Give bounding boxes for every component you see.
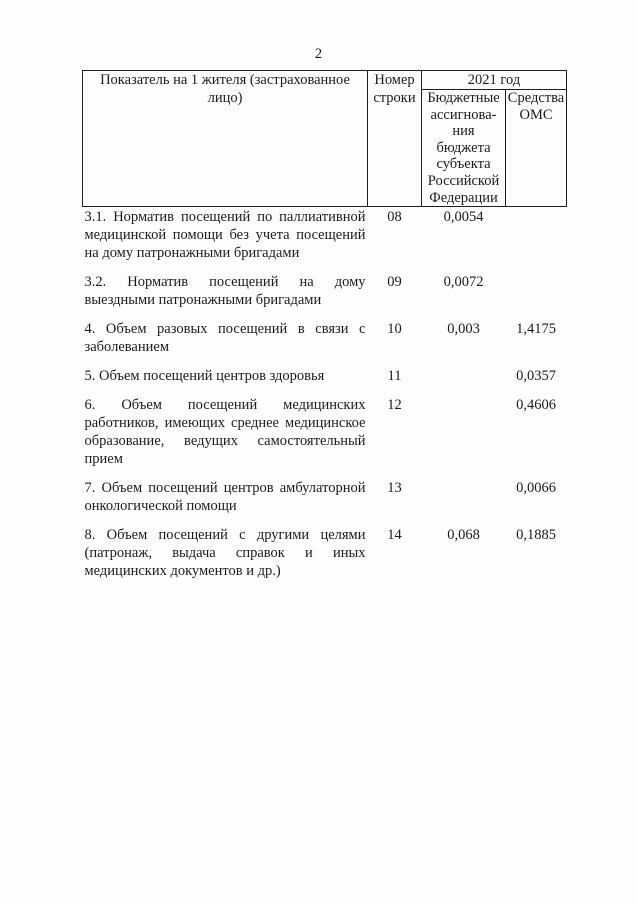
row-number-cell: 11 (387, 368, 402, 385)
oms-value-cell: 0,1885 (516, 527, 556, 544)
text-line: (патронаж, выдача справок и иных (84, 545, 366, 562)
header-budget-text (422, 90, 505, 206)
indicator-cell (83, 526, 368, 591)
row-number-cell: 10 (387, 321, 402, 338)
header-budget (422, 90, 506, 207)
table-body (83, 207, 567, 592)
row-number-cell: 08 (387, 209, 402, 226)
header-oms (506, 90, 567, 207)
text-line: 3.1. Норматив посещений по паллиативной (84, 209, 366, 226)
oms-value-cell (506, 273, 567, 320)
header-year: 2021 год (422, 71, 567, 90)
header-row-number-text (368, 71, 421, 107)
text-line: лицо) (207, 90, 243, 106)
indicator-cell (83, 367, 368, 396)
table-row (83, 526, 567, 591)
budget-value-cell (422, 367, 506, 396)
row-number-cell: 09 (387, 274, 402, 291)
text-line: 8. Объем посещений с другими целями (84, 527, 366, 544)
text-line: бюджета (436, 139, 491, 156)
text-line: ния (452, 123, 475, 140)
header-row-number (368, 71, 422, 207)
text-line: Российской (427, 172, 500, 189)
text-line: Средства (507, 90, 565, 106)
page-number: 2 (314, 46, 323, 62)
text-line: медицинских документов и др.) (84, 563, 281, 580)
indicator-cell (83, 273, 368, 320)
table-row (83, 273, 567, 320)
text-line: Бюджетные (427, 90, 500, 106)
table-row (83, 320, 567, 367)
oms-value-cell: 0,4606 (516, 397, 556, 414)
indicators-table (82, 70, 567, 591)
text-line: работников, имеющих среднее медицинское (84, 415, 366, 432)
text-line: 5. Объем посещений центров здоровья (84, 368, 325, 385)
budget-value-cell: 0,068 (447, 527, 480, 544)
text-line: прием (84, 451, 123, 468)
text-line: образование, ведущих самостоятельный (84, 433, 366, 450)
header-indicator (83, 71, 368, 207)
text-line: Федерации (429, 189, 498, 206)
text-line: 7. Объем посещений центров амбулаторной (84, 480, 366, 497)
row-number-cell: 12 (387, 397, 402, 414)
text-line: на дому патронажными бригадами (84, 245, 300, 262)
text-line: 6. Объем посещений медицинских (84, 397, 366, 414)
budget-value-cell: 0,0072 (443, 274, 484, 291)
text-line: субъекта (436, 156, 491, 173)
row-number-cell: 14 (387, 527, 402, 544)
row-number-cell: 13 (387, 480, 402, 497)
text-line: медицинской помощи без учета посещений (84, 227, 366, 244)
text-line: онкологической помощи (84, 498, 237, 515)
table-row (83, 396, 567, 479)
indicator-cell (83, 479, 368, 526)
text-line: выездными патронажными бригадами (84, 292, 322, 309)
indicator-cell (83, 207, 368, 274)
text-line: строки (373, 90, 416, 106)
oms-value-cell: 1,4175 (516, 321, 556, 338)
oms-value-cell: 0,0066 (516, 480, 556, 497)
header-row (83, 71, 567, 90)
oms-value-cell (506, 207, 567, 274)
header-indicator-text (83, 71, 367, 107)
text-line: 3.2. Норматив посещений на дому (84, 274, 366, 291)
header-oms-text (506, 90, 566, 123)
text-line: заболеванием (84, 339, 169, 356)
table-row (83, 479, 567, 526)
text-line: Номер (374, 72, 415, 88)
budget-value-cell (422, 396, 506, 479)
table-header (83, 71, 567, 207)
table-row (83, 207, 567, 274)
text-line: ОМС (519, 106, 553, 123)
text-line: Показатель на 1 жителя (застрахованное (100, 72, 350, 88)
budget-value-cell (422, 479, 506, 526)
text-line: 4. Объем разовых посещений в связи с (84, 321, 366, 338)
text-line: ассигнова- (430, 106, 497, 123)
budget-value-cell: 0,003 (447, 321, 480, 338)
table-row (83, 367, 567, 396)
indicator-cell (83, 396, 368, 479)
indicator-cell (83, 320, 368, 367)
budget-value-cell: 0,0054 (443, 209, 484, 226)
oms-value-cell: 0,0357 (516, 368, 556, 385)
